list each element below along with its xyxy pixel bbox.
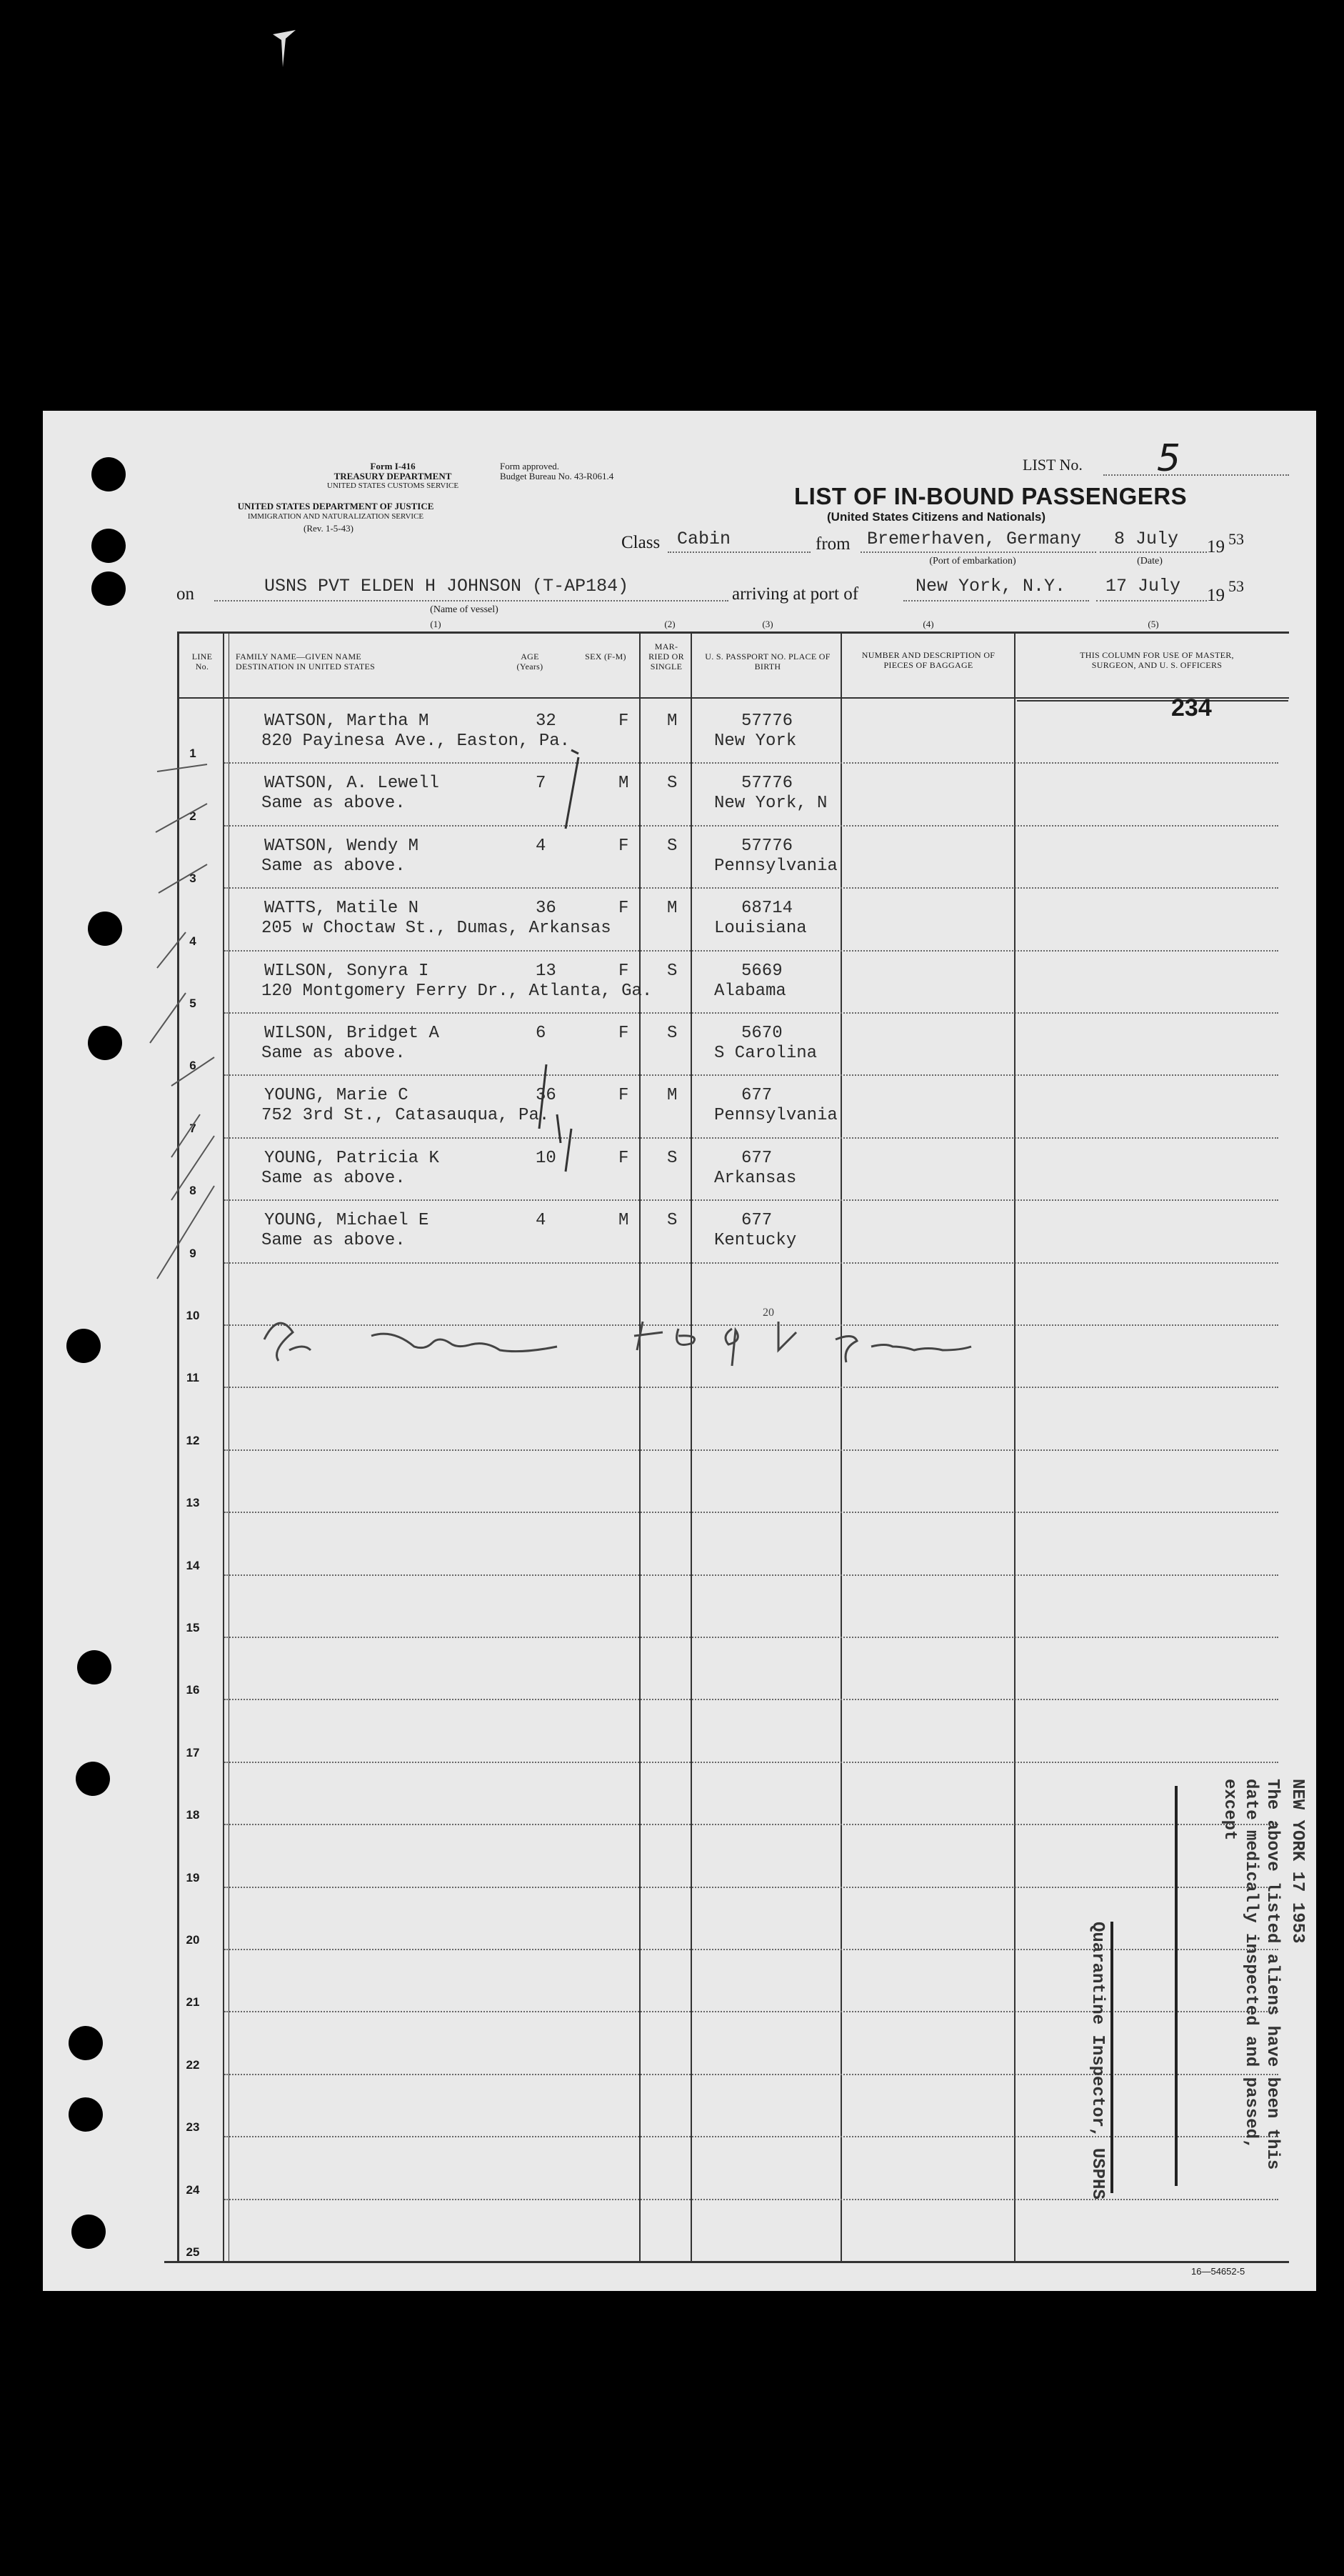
embark-year-prefix: 19 xyxy=(1207,537,1225,556)
passenger-marital: S xyxy=(667,961,678,981)
passenger-destination: Same as above. xyxy=(261,1044,406,1063)
header-line-no: LINE No. xyxy=(191,652,213,672)
col-divider-officers-rule xyxy=(1017,700,1288,702)
list-no-line xyxy=(1103,474,1289,476)
svg-text:20: 20 xyxy=(763,1307,774,1319)
officer-count: 234 xyxy=(1171,694,1212,722)
passenger-marital: M xyxy=(667,1086,678,1106)
passenger-sex: F xyxy=(618,1148,629,1168)
arrival-year-prefix: 19 xyxy=(1207,586,1225,605)
passenger-marital: S xyxy=(667,836,678,856)
passenger-marital: S xyxy=(667,774,678,794)
passenger-age: 13 xyxy=(536,961,556,981)
immigration-service: IMMIGRATION AND NATURALIZATION SERVICE xyxy=(247,512,424,521)
passenger-name: WATTS, Matile N xyxy=(264,899,419,919)
footer-code: 16—54652-5 xyxy=(1191,2266,1245,2277)
customs-service: UNITED STATES CUSTOMS SERVICE xyxy=(326,481,459,490)
stamp-date: NEW YORK 17 1953 xyxy=(1288,1779,1307,1944)
passenger-sex: F xyxy=(618,1024,629,1043)
passenger-birthplace: Pennsylvania xyxy=(714,856,838,876)
passenger-passport: 57776 xyxy=(741,836,793,856)
passenger-age: 32 xyxy=(536,712,556,731)
class-label: Class xyxy=(621,533,661,552)
passenger-age: 36 xyxy=(536,899,556,919)
passenger-name: WILSON, Sonyra I xyxy=(264,961,429,981)
line-number: 8 xyxy=(189,1184,196,1198)
arrival-year: 53 xyxy=(1228,577,1244,595)
row-rule xyxy=(224,1387,1278,1388)
line-number: 7 xyxy=(189,1121,196,1135)
header-age: AGE (Years) xyxy=(516,652,543,672)
treasury-department: TREASURY DEPARTMENT xyxy=(334,471,452,481)
punch-hole xyxy=(69,2026,103,2060)
passenger-passport: 5669 xyxy=(741,961,783,981)
col-num-1: (1) xyxy=(430,619,441,629)
col-num-2: (2) xyxy=(664,619,676,629)
passenger-passport: 5670 xyxy=(741,1024,783,1043)
arrival-date: 17 July xyxy=(1105,576,1181,596)
punch-hole xyxy=(71,2215,106,2249)
line-number: 23 xyxy=(186,2120,200,2135)
passenger-birthplace: Alabama xyxy=(714,981,786,1001)
from-label: from xyxy=(816,534,851,554)
form-approval: Form approved. xyxy=(500,461,560,471)
passenger-marital: S xyxy=(667,1211,678,1231)
table-top-border xyxy=(179,631,1289,634)
row-rule xyxy=(224,1699,1278,1700)
stamp-text-3: except xyxy=(1220,1779,1239,1841)
stamp-inspector: Quarantine Inspector, USPHS xyxy=(1088,1922,1107,2200)
line-number: 18 xyxy=(186,1808,200,1822)
passenger-name: WATSON, Wendy M xyxy=(264,836,419,856)
passenger-passport: 677 xyxy=(741,1086,773,1106)
passenger-name: WATSON, A. Lewell xyxy=(264,774,439,794)
passenger-sex: M xyxy=(618,774,629,794)
line-number: 6 xyxy=(189,1059,196,1073)
passenger-birthplace: Kentucky xyxy=(714,1231,797,1251)
line-number: 4 xyxy=(189,934,196,948)
embark-year: 53 xyxy=(1228,530,1244,548)
passenger-marital: M xyxy=(667,899,678,919)
date-line xyxy=(1100,551,1207,553)
col-divider-married-right xyxy=(691,631,692,2263)
passenger-passport: 68714 xyxy=(741,899,793,919)
form-title: LIST OF IN-BOUND PASSENGERS xyxy=(794,483,1188,509)
passenger-sex: F xyxy=(618,712,629,731)
passenger-sex: F xyxy=(618,1086,629,1106)
line-number: 2 xyxy=(189,809,196,823)
line-number: 22 xyxy=(186,2057,200,2072)
scan-artifact-mark xyxy=(270,27,299,70)
punch-hole xyxy=(91,457,126,491)
punch-hole xyxy=(91,571,126,606)
passenger-destination: 120 Montgomery Ferry Dr., Atlanta, Ga. xyxy=(261,981,653,1001)
col-num-3: (3) xyxy=(762,619,773,629)
line-number: 1 xyxy=(189,747,196,761)
arrival-port-line xyxy=(903,600,1089,601)
line-number: 20 xyxy=(186,1933,200,1947)
punch-hole xyxy=(77,1650,111,1684)
passenger-marital: S xyxy=(667,1148,678,1168)
punch-hole xyxy=(88,1026,122,1060)
class-value: Cabin xyxy=(677,529,731,549)
passenger-age: 36 xyxy=(536,1086,556,1106)
header-officers: THIS COLUMN FOR USE OF MASTER, SURGEON, AND U. S. OFFICERS xyxy=(1080,650,1234,670)
line-number: 9 xyxy=(189,1246,196,1260)
embarkation-date: 8 July xyxy=(1114,529,1179,549)
passenger-passport: 57776 xyxy=(741,774,793,794)
header-passport: U. S. PASSPORT NO. PLACE OF BIRTH xyxy=(705,652,831,672)
row-rule xyxy=(224,1637,1278,1638)
punch-hole xyxy=(69,2097,103,2132)
header-married: MAR-RIED OR SINGLE xyxy=(648,641,684,672)
row-rule xyxy=(224,1512,1278,1513)
line-number: 11 xyxy=(186,1371,199,1385)
passenger-sex: F xyxy=(618,961,629,981)
header-baggage: NUMBER AND DESCRIPTION OF PIECES OF BAGGAGE xyxy=(861,650,996,670)
vessel-name: USNS PVT ELDEN H JOHNSON (T-AP184) xyxy=(264,576,629,596)
form-subtitle: (United States Citizens and Nationals) xyxy=(827,510,1046,524)
form-number: Form I-416 xyxy=(370,461,416,471)
stamp-text-1: The above listed aliens have been this xyxy=(1263,1779,1282,2170)
department-of-justice: UNITED STATES DEPARTMENT OF JUSTICE xyxy=(237,501,434,511)
port-of-embarkation: Bremerhaven, Germany xyxy=(867,529,1082,549)
passenger-age: 6 xyxy=(536,1024,546,1043)
col-num-4: (4) xyxy=(923,619,934,629)
passenger-age: 7 xyxy=(536,774,546,794)
list-no-label: LIST No. xyxy=(1023,456,1083,474)
passenger-sex: F xyxy=(618,899,629,919)
table-header-bottom xyxy=(179,697,1289,699)
passenger-passport: 677 xyxy=(741,1211,773,1231)
passenger-birthplace: New York xyxy=(714,732,797,751)
passenger-name: YOUNG, Marie C xyxy=(264,1086,408,1106)
line-number: 21 xyxy=(186,1995,200,2010)
line-number: 13 xyxy=(186,1496,200,1510)
passenger-passport: 677 xyxy=(741,1148,773,1168)
port-line xyxy=(861,551,1096,553)
header-destination: DESTINATION IN UNITED STATES xyxy=(236,662,376,672)
passenger-name: YOUNG, Michael E xyxy=(264,1211,429,1231)
line-number: 17 xyxy=(186,1745,200,1759)
passenger-birthplace: S Carolina xyxy=(714,1044,818,1063)
passenger-marital: S xyxy=(667,1024,678,1043)
line-number: 24 xyxy=(186,2182,200,2197)
arrival-port: New York, N.Y. xyxy=(916,576,1066,596)
passenger-destination: Same as above. xyxy=(261,794,406,814)
passenger-age: 4 xyxy=(536,836,546,856)
line-number: 15 xyxy=(186,1621,200,1634)
passenger-birthplace: Arkansas xyxy=(714,1168,797,1188)
passenger-destination: Same as above. xyxy=(261,856,406,876)
line-number: 10 xyxy=(186,1309,200,1322)
arriving-label: arriving at port of xyxy=(732,584,859,604)
handwritten-tick-marks xyxy=(143,729,643,1314)
punch-hole xyxy=(76,1762,110,1796)
stamp-text-2: date medically inspected and passed, xyxy=(1241,1779,1260,2150)
passenger-name: WATSON, Martha M xyxy=(264,712,429,731)
line-number: 25 xyxy=(186,2245,200,2259)
date-caption: (Date) xyxy=(1137,556,1163,566)
col-divider-passport-right xyxy=(841,631,842,2263)
form-revision: (Rev. 1-5-43) xyxy=(304,523,353,534)
passenger-birthplace: Pennsylvania xyxy=(714,1106,838,1126)
vessel-caption: (Name of vessel) xyxy=(430,604,498,615)
stamp-rule-2 xyxy=(1110,1922,1113,2193)
punch-hole xyxy=(91,529,126,563)
class-line xyxy=(668,551,811,553)
passenger-destination: 752 3rd St., Catasauqua, Pa. xyxy=(261,1106,550,1126)
list-no-value: 5 xyxy=(1157,437,1181,480)
line-number: 3 xyxy=(189,872,196,886)
line-number: 14 xyxy=(186,1558,200,1572)
budget-bureau: Budget Bureau No. 43-R061.4 xyxy=(500,471,614,481)
passenger-age: 4 xyxy=(536,1211,546,1231)
passenger-sex: M xyxy=(618,1211,629,1231)
vessel-line xyxy=(214,600,728,601)
passenger-sex: F xyxy=(618,836,629,856)
passenger-destination: 205 w Choctaw St., Dumas, Arkansas xyxy=(261,919,611,939)
passenger-destination: Same as above. xyxy=(261,1231,406,1251)
passenger-marital: M xyxy=(667,712,678,731)
passenger-birthplace: Louisiana xyxy=(714,919,807,939)
on-label: on xyxy=(176,584,194,604)
line-number: 12 xyxy=(186,1433,200,1447)
table-bottom-border xyxy=(164,2261,1289,2263)
line-number: 16 xyxy=(186,1683,200,1697)
quarantine-stamp xyxy=(1000,1757,1314,2215)
passenger-birthplace: New York, N xyxy=(714,794,828,814)
arrival-date-line xyxy=(1096,600,1207,601)
row-rule xyxy=(224,1449,1278,1451)
punch-hole xyxy=(88,912,122,946)
passenger-name: WILSON, Bridget A xyxy=(264,1024,439,1043)
line-number: 5 xyxy=(189,997,196,1010)
line-number: 19 xyxy=(186,1870,200,1884)
header-name: FAMILY NAME—GIVEN NAME xyxy=(236,652,362,662)
row-rule xyxy=(224,1574,1278,1576)
passenger-age: 10 xyxy=(536,1148,556,1168)
stamp-rule-1 xyxy=(1175,1786,1178,2186)
passenger-destination: 820 Payinesa Ave., Easton, Pa. xyxy=(261,732,571,751)
port-caption: (Port of embarkation) xyxy=(929,556,1016,566)
passenger-destination: Same as above. xyxy=(261,1168,406,1188)
punch-hole xyxy=(66,1329,101,1363)
header-sex: SEX (F-M) xyxy=(585,652,626,662)
passenger-name: YOUNG, Patricia K xyxy=(264,1148,439,1168)
col-num-5: (5) xyxy=(1148,619,1159,629)
passenger-passport: 57776 xyxy=(741,712,793,731)
